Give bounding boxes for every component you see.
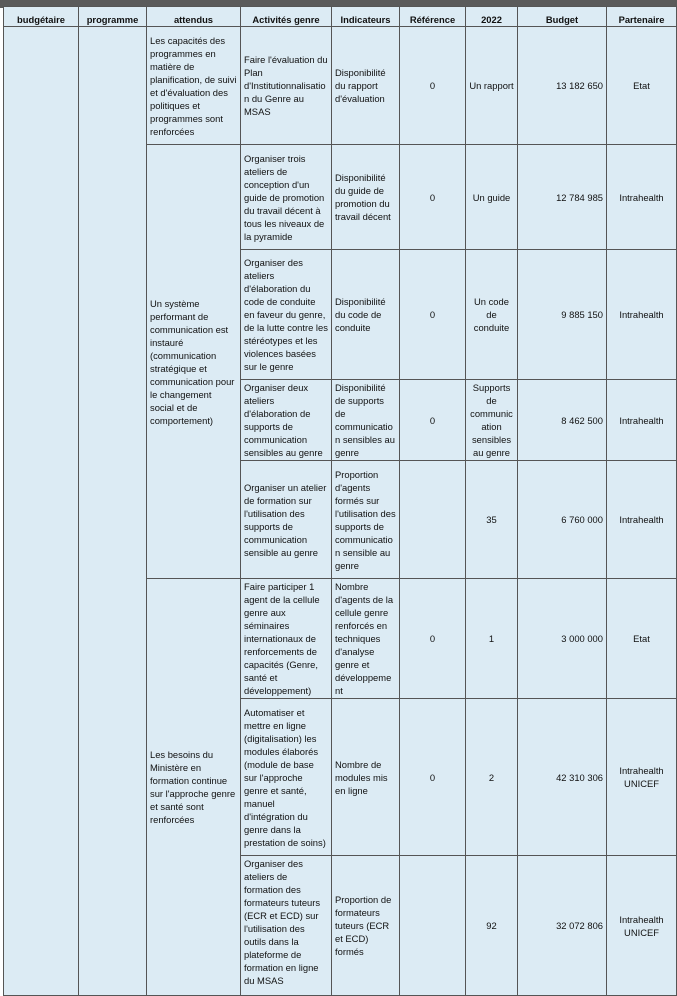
header-indicateurs: Indicateurs: [332, 7, 400, 27]
budget-cell: 42 310 306: [518, 699, 607, 856]
reference-cell: 0: [400, 380, 466, 461]
activity-cell: Organiser trois ateliers de conception d'un guide de promotion du travail décent à tous les niveaux de la pyramide: [241, 145, 332, 250]
activity-cell: Faire participer 1 agent de la cellule genre aux séminaires internationaux de renforcements de capacités (Genre, santé et développement): [241, 579, 332, 699]
header-partenaire: Partenaire: [607, 7, 677, 27]
partner-cell: Etat: [607, 579, 677, 699]
target-cell: Un guide: [466, 145, 518, 250]
header-programme: programme: [79, 7, 147, 27]
reference-cell: 0: [400, 699, 466, 856]
budget-cell: 8 462 500: [518, 380, 607, 461]
activity-cell: Organiser un atelier de formation sur l'utilisation des supports de communication sensible au genre: [241, 461, 332, 579]
target-cell: Supports de communication sensibles au genre: [466, 380, 518, 461]
target-cell: 2: [466, 699, 518, 856]
activity-cell: Faire l'évaluation du Plan d'Institutionnalisation du Genre au MSAS: [241, 27, 332, 145]
activity-cell: Organiser des ateliers de formation des formateurs tuteurs (ECR et ECD) sur l'utilisation des outils dans la plateforme de formation en ligne du MSAS: [241, 856, 332, 996]
header-programme-budgetaire: budgétaire: [4, 7, 79, 27]
result-cell: Un système performant de communication est instauré (communication stratégique et communication pour le changement social et de comportement): [147, 145, 241, 579]
partner-cell: Intrahealth: [607, 380, 677, 461]
indicator-cell: Proportion d'agents formés sur l'utilisation des supports de communication sensible au genre: [332, 461, 400, 579]
indicator-cell: Nombre de modules mis en ligne: [332, 699, 400, 856]
header-cible: 2022: [466, 7, 518, 27]
reference-cell: [400, 461, 466, 579]
activity-cell: Automatiser et mettre en ligne (digitalisation) les modules élaborés (module de base sur l'approche genre et santé, manuel d'intégration du genre dans la prestation de soins): [241, 699, 332, 856]
partner-cell: [607, 699, 677, 856]
activity-cell: Organiser des ateliers d'élaboration du code de conduite en faveur du genre, de la lutte contre les stéréotypes et les violences basées sur le genre: [241, 250, 332, 380]
budget-cell: 32 072 806: [518, 856, 607, 996]
header-row: [4, 7, 677, 27]
budget-cell: 13 182 650: [518, 27, 607, 145]
indicator-cell: Disponibilité du guide de promotion du travail décent: [332, 145, 400, 250]
partner-text: Intrahealth UNICEF: [619, 913, 664, 938]
budget-table: [3, 6, 677, 996]
table-row: [4, 27, 677, 145]
reference-cell: 0: [400, 250, 466, 380]
indicator-cell: Disponibilité de supports de communication sensibles au genre: [332, 380, 400, 461]
partner-cell: Intrahealth: [607, 145, 677, 250]
result-cell: Les capacités des programmes en matière de planification, de suivi et d'évaluation des politiques et programmes sont renforcées: [147, 27, 241, 145]
reference-cell: 0: [400, 579, 466, 699]
indicator-cell: Proportion de formateurs tuteurs (ECR et ECD) formés: [332, 856, 400, 996]
reference-cell: 0: [400, 145, 466, 250]
reference-cell: 0: [400, 27, 466, 145]
header-budget: Budget: [518, 7, 607, 27]
target-cell: 1: [466, 579, 518, 699]
budget-cell: 3 000 000: [518, 579, 607, 699]
partner-cell: [607, 856, 677, 996]
reference-cell: [400, 856, 466, 996]
header-resultats: attendus: [147, 7, 241, 27]
budget-cell: 9 885 150: [518, 250, 607, 380]
partner-cell: Intrahealth: [607, 461, 677, 579]
partner-cell: Intrahealth: [607, 250, 677, 380]
result-cell: Les besoins du Ministère en formation continue sur l'approche genre et santé sont renforcées: [147, 579, 241, 996]
activity-cell: Organiser deux ateliers d'élaboration de supports de communication sensibles au genre: [241, 380, 332, 461]
budget-cell: 6 760 000: [518, 461, 607, 579]
programme-budgetaire-cell: [4, 27, 79, 996]
header-activites: Activités genre: [241, 7, 332, 27]
partner-text: Intrahealth UNICEF: [619, 765, 664, 789]
indicator-cell: Nombre d'agents de la cellule genre renforcés en techniques d'analyse genre et développement: [332, 579, 400, 699]
budget-cell: 12 784 985: [518, 145, 607, 250]
target-cell: Un rapport: [466, 27, 518, 145]
indicator-cell: Disponibilité du code de conduite: [332, 250, 400, 380]
target-cell: 92: [466, 856, 518, 996]
target-cell: Un code de conduite: [466, 250, 518, 380]
partner-cell: Etat: [607, 27, 677, 145]
programme-cell: [79, 27, 147, 996]
target-cell: 35: [466, 461, 518, 579]
indicator-cell: Disponibilité du rapport d'évaluation: [332, 27, 400, 145]
header-reference: Référence: [400, 7, 466, 27]
